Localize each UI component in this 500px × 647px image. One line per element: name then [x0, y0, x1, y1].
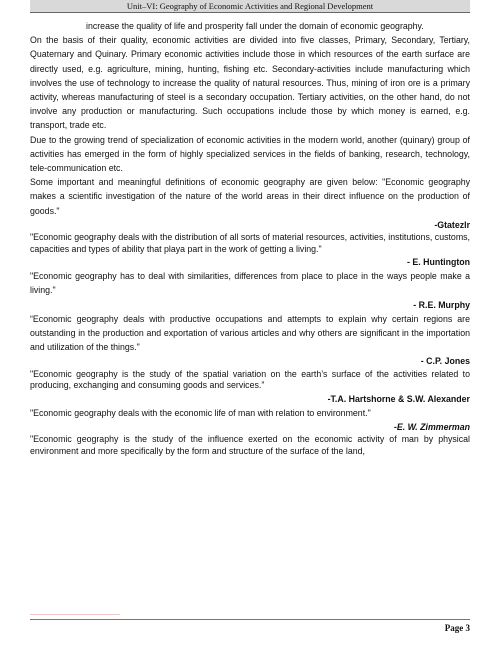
attribution-zimmerman: -E. W. Zimmerman: [393, 422, 470, 433]
quote-zimmerman: "Economic geography deals with the economic life of man with relation to environment.": [30, 407, 371, 418]
intro-paragraph: increase the quality of life and prosperity fall under the domain of economic geography.: [86, 21, 424, 31]
page-body: [30, 19, 470, 457]
page-number: Page 3: [444, 623, 470, 633]
attribution-gtatezlr: -Gtatezlr: [434, 219, 470, 230]
quinary-paragraph: Due to the growing trend of specialization of economic activities in the modern world, another (quinary) group of activities has emerged in the form of highly specialized services in the fields of banking, research, technology, tele-communication etc.: [30, 134, 470, 174]
quote-huntington: "Economic geography deals with the distribution of all sorts of material resources, activities, institutions, customs, capacities and types of ability that playa part in the work of getting a living.": [30, 232, 470, 254]
attribution-hartshorne: -T.A. Hartshorne & S.W. Alexander: [327, 393, 470, 404]
quote-continued: "Economic geography is the study of the influence exerted on the economic activity of man by physical environment and more specifically by the form and structure of the surface of the land,: [30, 434, 470, 456]
attribution-murphy: - R.E. Murphy: [413, 299, 470, 310]
footer-stamp-mark: [30, 614, 120, 620]
quote-hartshorne: "Economic geography is the study of the spatial variation on the earth’s surface of the activities related to producing, exchanging and consuming goods and services.”: [30, 368, 470, 391]
quote-murphy: "Economic geography has to deal with similarities, differences from place to place in the ways people make a living.": [30, 271, 470, 296]
running-header: Unit–VI: Geography of Economic Activities and Regional Development: [30, 0, 470, 13]
attribution-huntington: - E. Huntington: [406, 257, 470, 268]
quote-jones: “Economic geography deals with productive occupations and attempts to explain why certain regions are outstanding in the production and exportation of various articles and why others are significant in the importation and utilization of the things.": [30, 313, 470, 353]
classes-paragraph: On the basis of their quality, economic activities are divided into five classes, Primary, Secondary, Tertiary, Quaternary and Quinary. Primary economic activities include those in which resources of the earth surface are directly used, e.g. agriculture, mining, hunting, fishing etc. Secondary-activities include manufacturing which involves the use of technology to increase the quality of natural resources. Thus, mining of iron ore is a primary activity, whereas manufacturing of steel is a secondary occupation. Tertiary activities, on the other hand, do not involve any production or manufacturing. Such occupations include those by which money is earned, e.g. transport, trade etc.: [30, 35, 470, 131]
attribution-jones: - C.P. Jones: [420, 356, 470, 367]
page-footer: [30, 619, 470, 633]
definitions-intro: Some important and meaningful definitions of economic geography are given below: "Economic geography makes a scientific investigation of the nature of the world areas in their direct influence on the production of goods.": [30, 177, 470, 216]
